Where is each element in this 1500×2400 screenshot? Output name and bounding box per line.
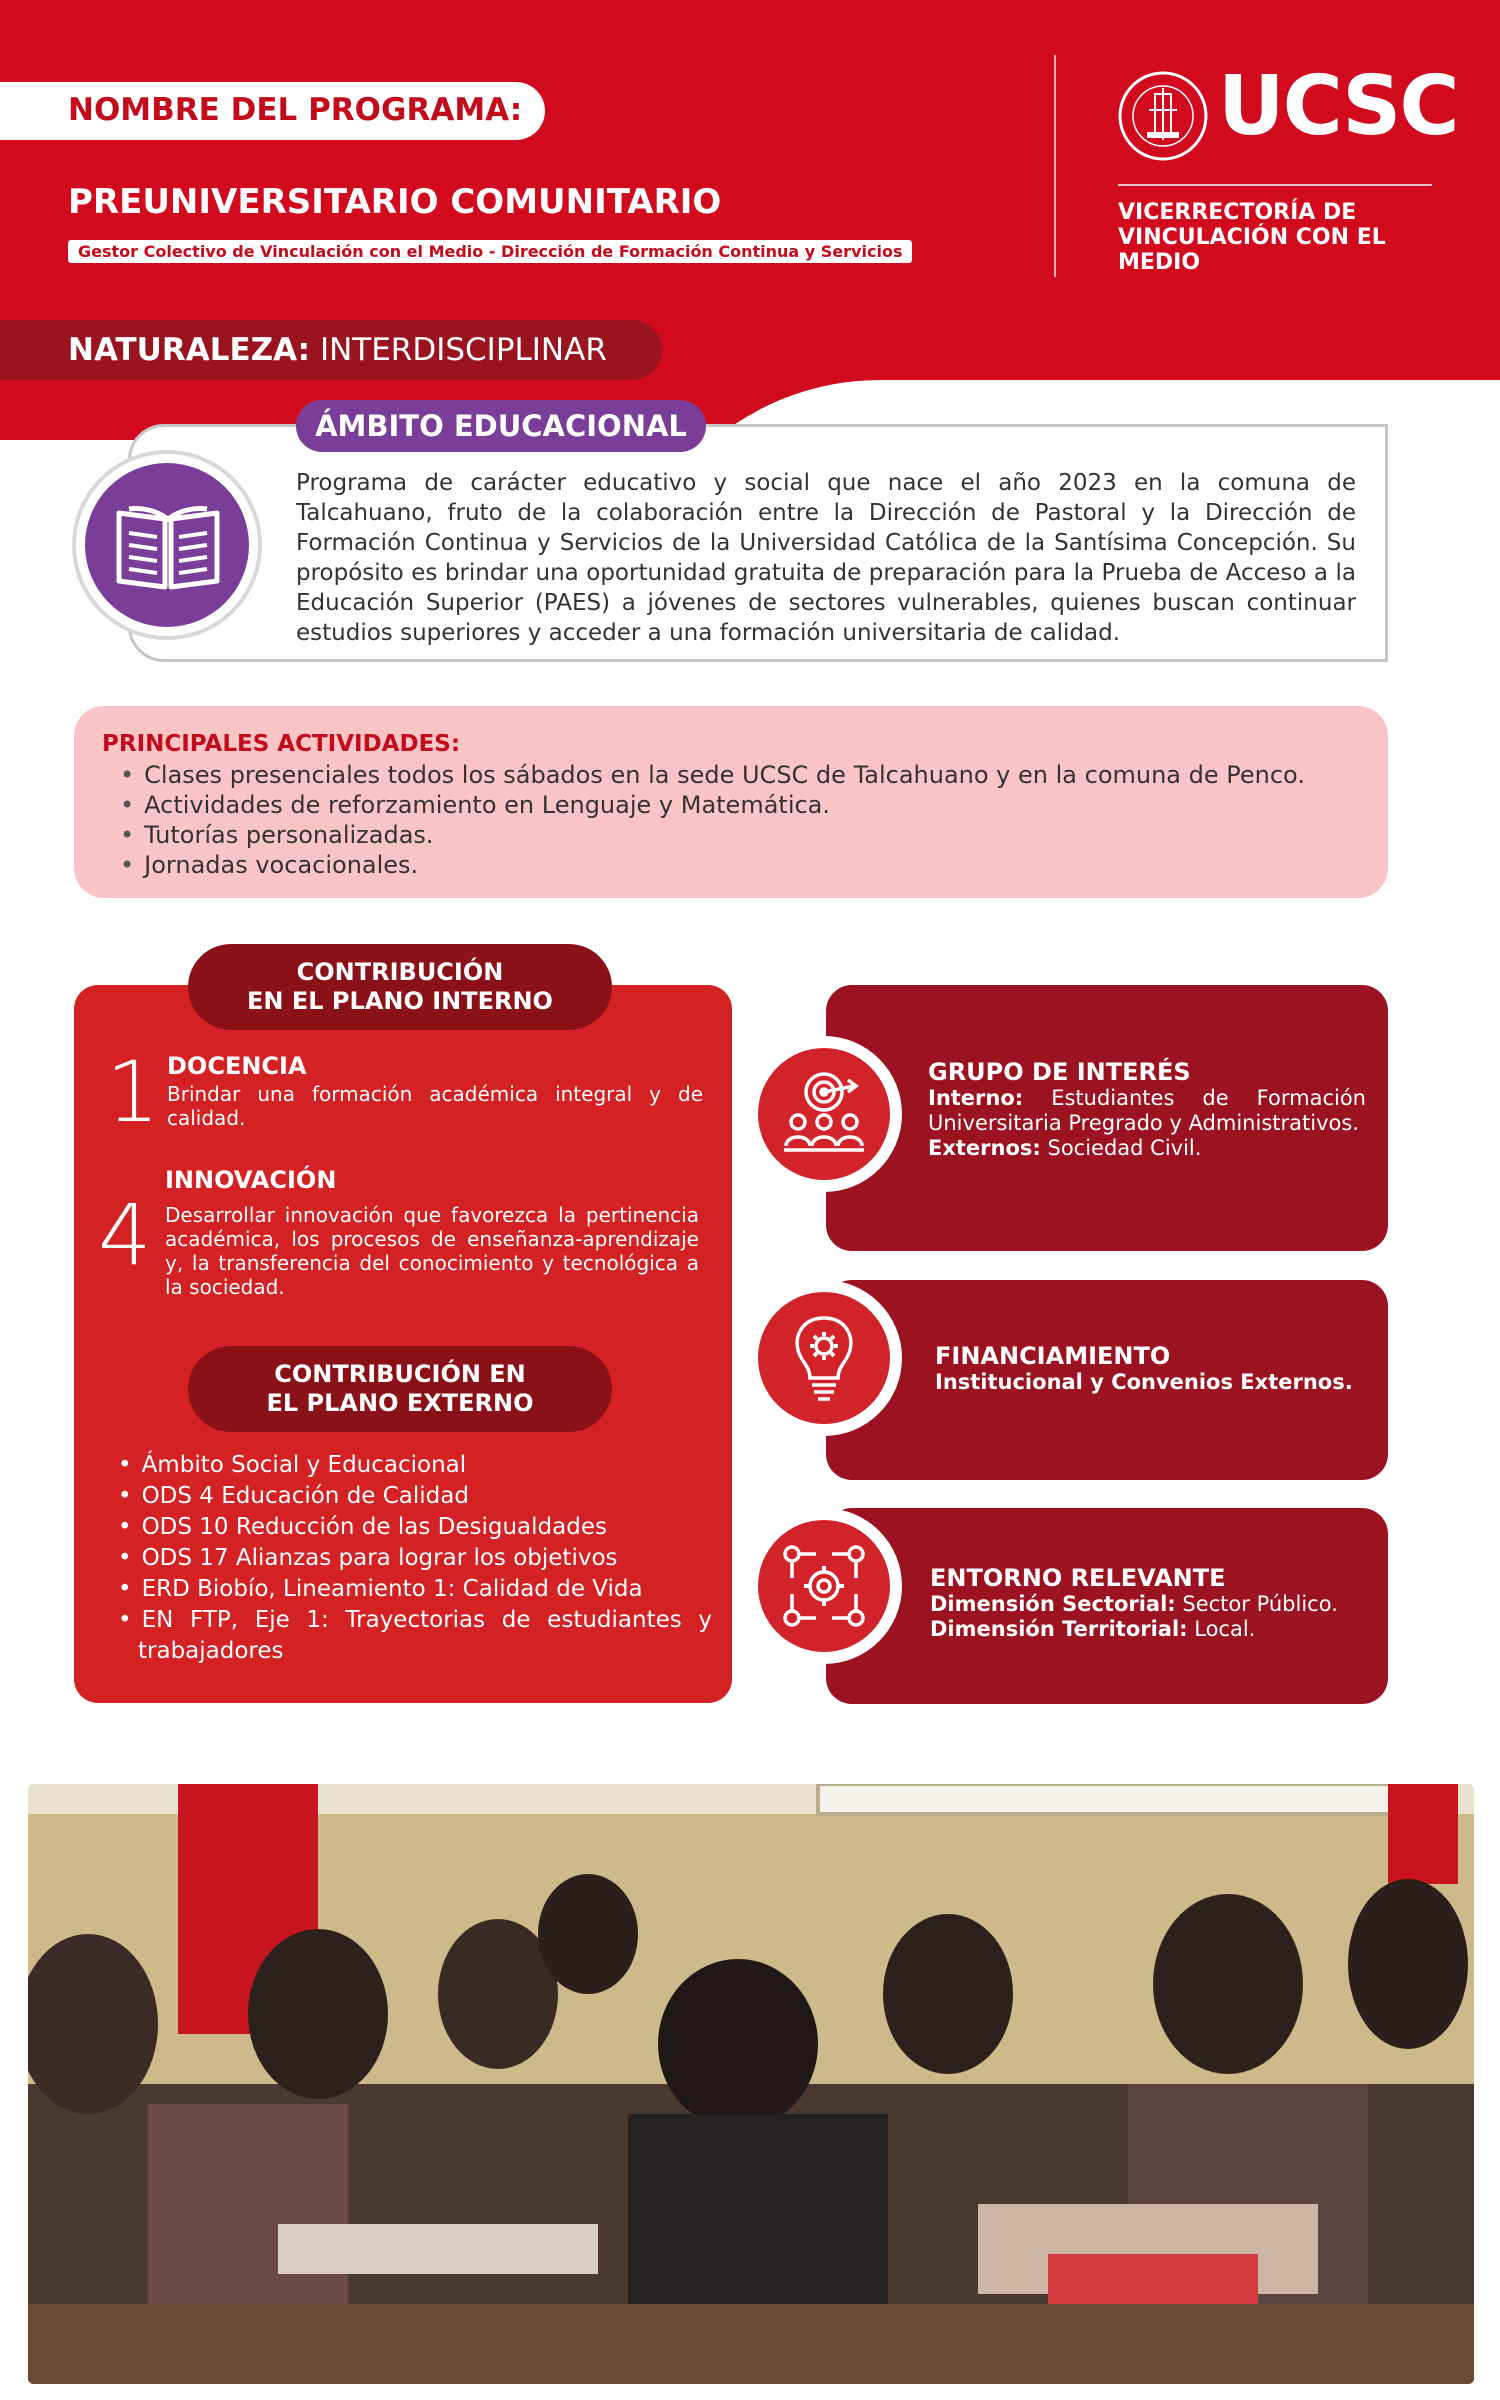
external-contribution-title: [188, 1346, 612, 1432]
territorial-value: Local.: [1187, 1617, 1256, 1641]
list-item: • Tutorías personalizadas.: [120, 820, 1360, 850]
innovacion-number: 4: [98, 1186, 152, 1284]
internal-title-line1: CONTRIBUCIÓN: [296, 958, 504, 986]
nature-label: [68, 332, 607, 368]
nature-key: NATURALEZA:: [68, 332, 311, 368]
external-title-line1: CONTRIBUCIÓN EN: [274, 1360, 526, 1388]
ucsc-logo-text: UCSC: [1218, 59, 1458, 154]
list-item: • ODS 4 Educación de Calidad: [118, 1481, 712, 1512]
ucsc-seal-icon: [1117, 70, 1209, 162]
list-item: • Clases presenciales todos los sábados en la sede UCSC de Talcahuano y en la comuna de Penco.: [120, 760, 1360, 790]
list-item: • ERD Biobío, Lineamiento 1: Calidad de Vida: [118, 1574, 712, 1605]
program-title: PREUNIVERSITARIO COMUNITARIO: [68, 182, 722, 222]
funding-text: Institucional y Convenios Externos.: [935, 1370, 1353, 1394]
lightbulb-gear-icon: [774, 1308, 874, 1408]
docencia-number: 1: [106, 1043, 160, 1141]
list-item: • Ámbito Social y Educacional: [118, 1450, 712, 1481]
interest-group-title: GRUPO DE INTERÉS: [928, 1058, 1191, 1086]
interest-internal-value: Estudiantes de Formación Universitaria Pregrado y Administrativos.: [928, 1086, 1366, 1135]
classroom-photo: [28, 1784, 1474, 2384]
ambito-title: ÁMBITO EDUCACIONAL: [296, 400, 706, 452]
interest-external-value: Sociedad Civil.: [1040, 1136, 1202, 1160]
environment-text: [930, 1592, 1370, 1642]
sectorial-label: Dimensión Sectorial:: [930, 1592, 1176, 1616]
header-divider: [1054, 55, 1056, 277]
activities-list: [120, 760, 1360, 880]
innovacion-title: INNOVACIÓN: [165, 1166, 337, 1194]
sectorial-value: Sector Público.: [1175, 1592, 1338, 1616]
program-name-label: NOMBRE DEL PROGRAMA:: [68, 92, 523, 128]
funding-title: FINANCIAMIENTO: [935, 1342, 1171, 1370]
list-item: • ODS 17 Alianzas para lograr los objetivos: [118, 1543, 712, 1574]
logo-divider: [1118, 184, 1432, 186]
ambito-description: Programa de carácter educativo y social que nace el año 2023 en la comuna de Talcahuano, fruto de la colaboración entre la Dirección de Pastoral y la Dirección de Formación Continua y Servicios de la Universidad Católica de la Santísima Concepción. Su propósito es brindar una oportunidad gratuita de preparación para la Prueba de Acceso a la Educación Superior (PAES) a jóvenes de sectores vulnerables, quienes buscan continuar estudios superiores y acceder a una formación universitaria de calidad.: [296, 470, 1356, 646]
environment-title: ENTORNO RELEVANTE: [930, 1564, 1226, 1592]
nature-value: INTERDISCIPLINAR: [310, 332, 607, 368]
list-item: • ODS 10 Reducción de las Desigualdades: [118, 1512, 712, 1543]
vicerrectoria-title: VICERRECTORÍA DE VINCULACIÓN CON EL MEDIO: [1118, 200, 1386, 275]
territorial-label: Dimensión Territorial:: [930, 1617, 1188, 1641]
interest-internal-label: Interno:: [928, 1086, 1024, 1110]
target-people-icon: [774, 1064, 874, 1164]
program-subtitle: Gestor Colectivo de Vinculación con el Medio - Dirección de Formación Continua y Servicios: [68, 240, 912, 263]
activities-title: PRINCIPALES ACTIVIDADES:: [102, 731, 461, 757]
docencia-title: DOCENCIA: [167, 1052, 307, 1080]
external-contribution-list: [118, 1450, 712, 1667]
interest-external-label: Externos:: [928, 1136, 1041, 1160]
list-item: • EN FTP, Eje 1: Trayectorias de estudiantes y trabajadores: [118, 1605, 712, 1667]
network-gear-icon: [774, 1536, 874, 1636]
external-title-line2: EL PLANO EXTERNO: [266, 1389, 534, 1417]
internal-title-line2: EN EL PLANO INTERNO: [247, 987, 553, 1015]
docencia-text: Brindar una formación académica integral y de calidad.: [167, 1082, 703, 1130]
internal-contribution-title: [188, 944, 612, 1030]
book-icon: [113, 495, 223, 595]
list-item: • Jornadas vocacionales.: [120, 850, 1360, 880]
list-item: • Actividades de reforzamiento en Lenguaje y Matemática.: [120, 790, 1360, 820]
interest-group-text: [928, 1086, 1366, 1161]
innovacion-text: Desarrollar innovación que favorezca la pertinencia académica, los procesos de enseñanza-aprendizaje y, la transferencia del conocimiento y tecnológica a la sociedad.: [165, 1203, 699, 1299]
